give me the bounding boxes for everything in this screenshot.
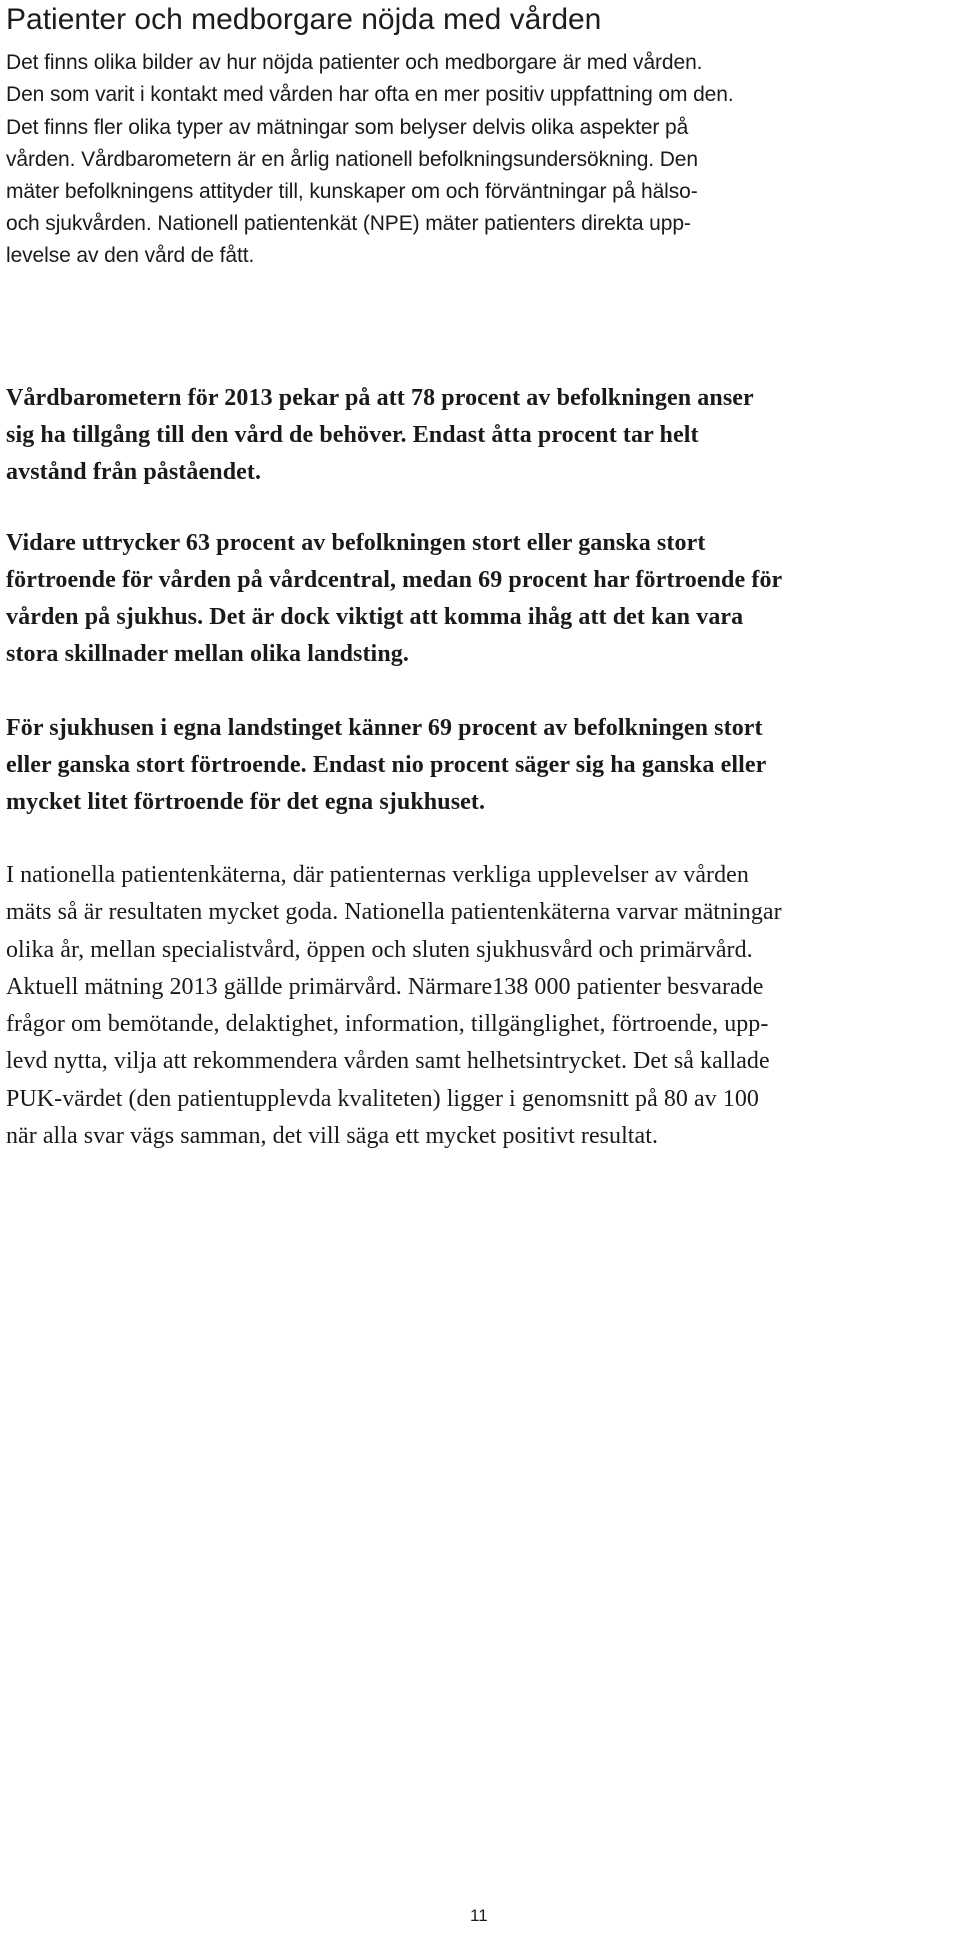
text-line: mäts så är resultaten mycket goda. Nationella patientenkäterna varvar mätningar <box>6 899 782 926</box>
text-line: mycket litet förtroende för det egna sjukhuset. <box>6 789 486 815</box>
text-line: Vårdbarometern för 2013 pekar på att 78 procent av befolkningen anser <box>6 385 754 411</box>
text-line: vården på sjukhus. Det är dock viktigt att komma ihåg att det kan vara <box>6 604 744 630</box>
paragraph-barometer-access <box>6 380 754 491</box>
text-line: avstånd från påståendet. <box>6 459 262 485</box>
text-line: frågor om bemötande, delaktighet, information, tillgänglighet, förtroende, upp- <box>6 1011 769 1038</box>
text-line: eller ganska stort förtroende. Endast nio procent säger sig ha ganska eller <box>6 752 767 778</box>
text-line: I nationella patientenkäterna, där patienternas verkliga upplevelser av vården <box>6 862 749 888</box>
text-line: För sjukhusen i egna landstinget känner 69 procent av befolkningen stort <box>6 715 763 741</box>
paragraph-hospital-trust <box>6 710 766 821</box>
text-line: förtroende för vården på vårdcentral, medan 69 procent har förtroende för <box>6 567 783 593</box>
text-line: vården. Vårdbarometern är en årlig nationell befolkningsundersökning. Den <box>6 148 698 171</box>
text-line: när alla svar vägs samman, det vill säga ett mycket positivt resultat. <box>6 1123 658 1150</box>
paragraph-trust <box>6 525 782 673</box>
text-line: Vidare uttrycker 63 procent av befolkningen stort eller ganska stort <box>6 530 706 556</box>
text-line: Det finns fler olika typer av mätningar som belyser delvis olika aspekter på <box>6 116 689 139</box>
text-line: Den som varit i kontakt med vården har ofta en mer positiv uppfattning om den. <box>6 83 734 106</box>
text-line: mäter befolkningens attityder till, kunskaper om och förväntningar på hälso- <box>6 180 698 203</box>
page-number: 11 <box>470 1906 488 1925</box>
text-line: Det finns olika bilder av hur nöjda patienter och medborgare är med vården. <box>6 51 703 74</box>
text-line: stora skillnader mellan olika landsting. <box>6 641 409 667</box>
paragraph-intro <box>6 47 734 111</box>
text-line: sig ha tillgång till den vård de behöver. Endast åtta procent tar helt <box>6 422 699 448</box>
text-line: olika år, mellan specialistvård, öppen och sluten sjukhusvård och primärvård. <box>6 936 753 963</box>
text-line: PUK-värdet (den patientupplevda kvaliteten) ligger i genomsnitt på 80 av 100 <box>6 1085 759 1112</box>
page-title: Patienter och medborgare nöjda med vården <box>6 3 602 36</box>
text-line: Aktuell mätning 2013 gällde primärvård. Närmare138 000 patienter besvarade <box>6 973 764 1000</box>
text-line: levelse av den vård de fått. <box>6 244 255 267</box>
paragraph-patient-survey <box>6 857 782 1155</box>
text-line: levd nytta, vilja att rekommendera vården samt helhetsintrycket. Det så kallade <box>6 1048 770 1075</box>
text-line: och sjukvården. Nationell patientenkät (NPE) mäter patienters direkta upp- <box>6 212 691 235</box>
paragraph-measurements <box>6 112 698 272</box>
